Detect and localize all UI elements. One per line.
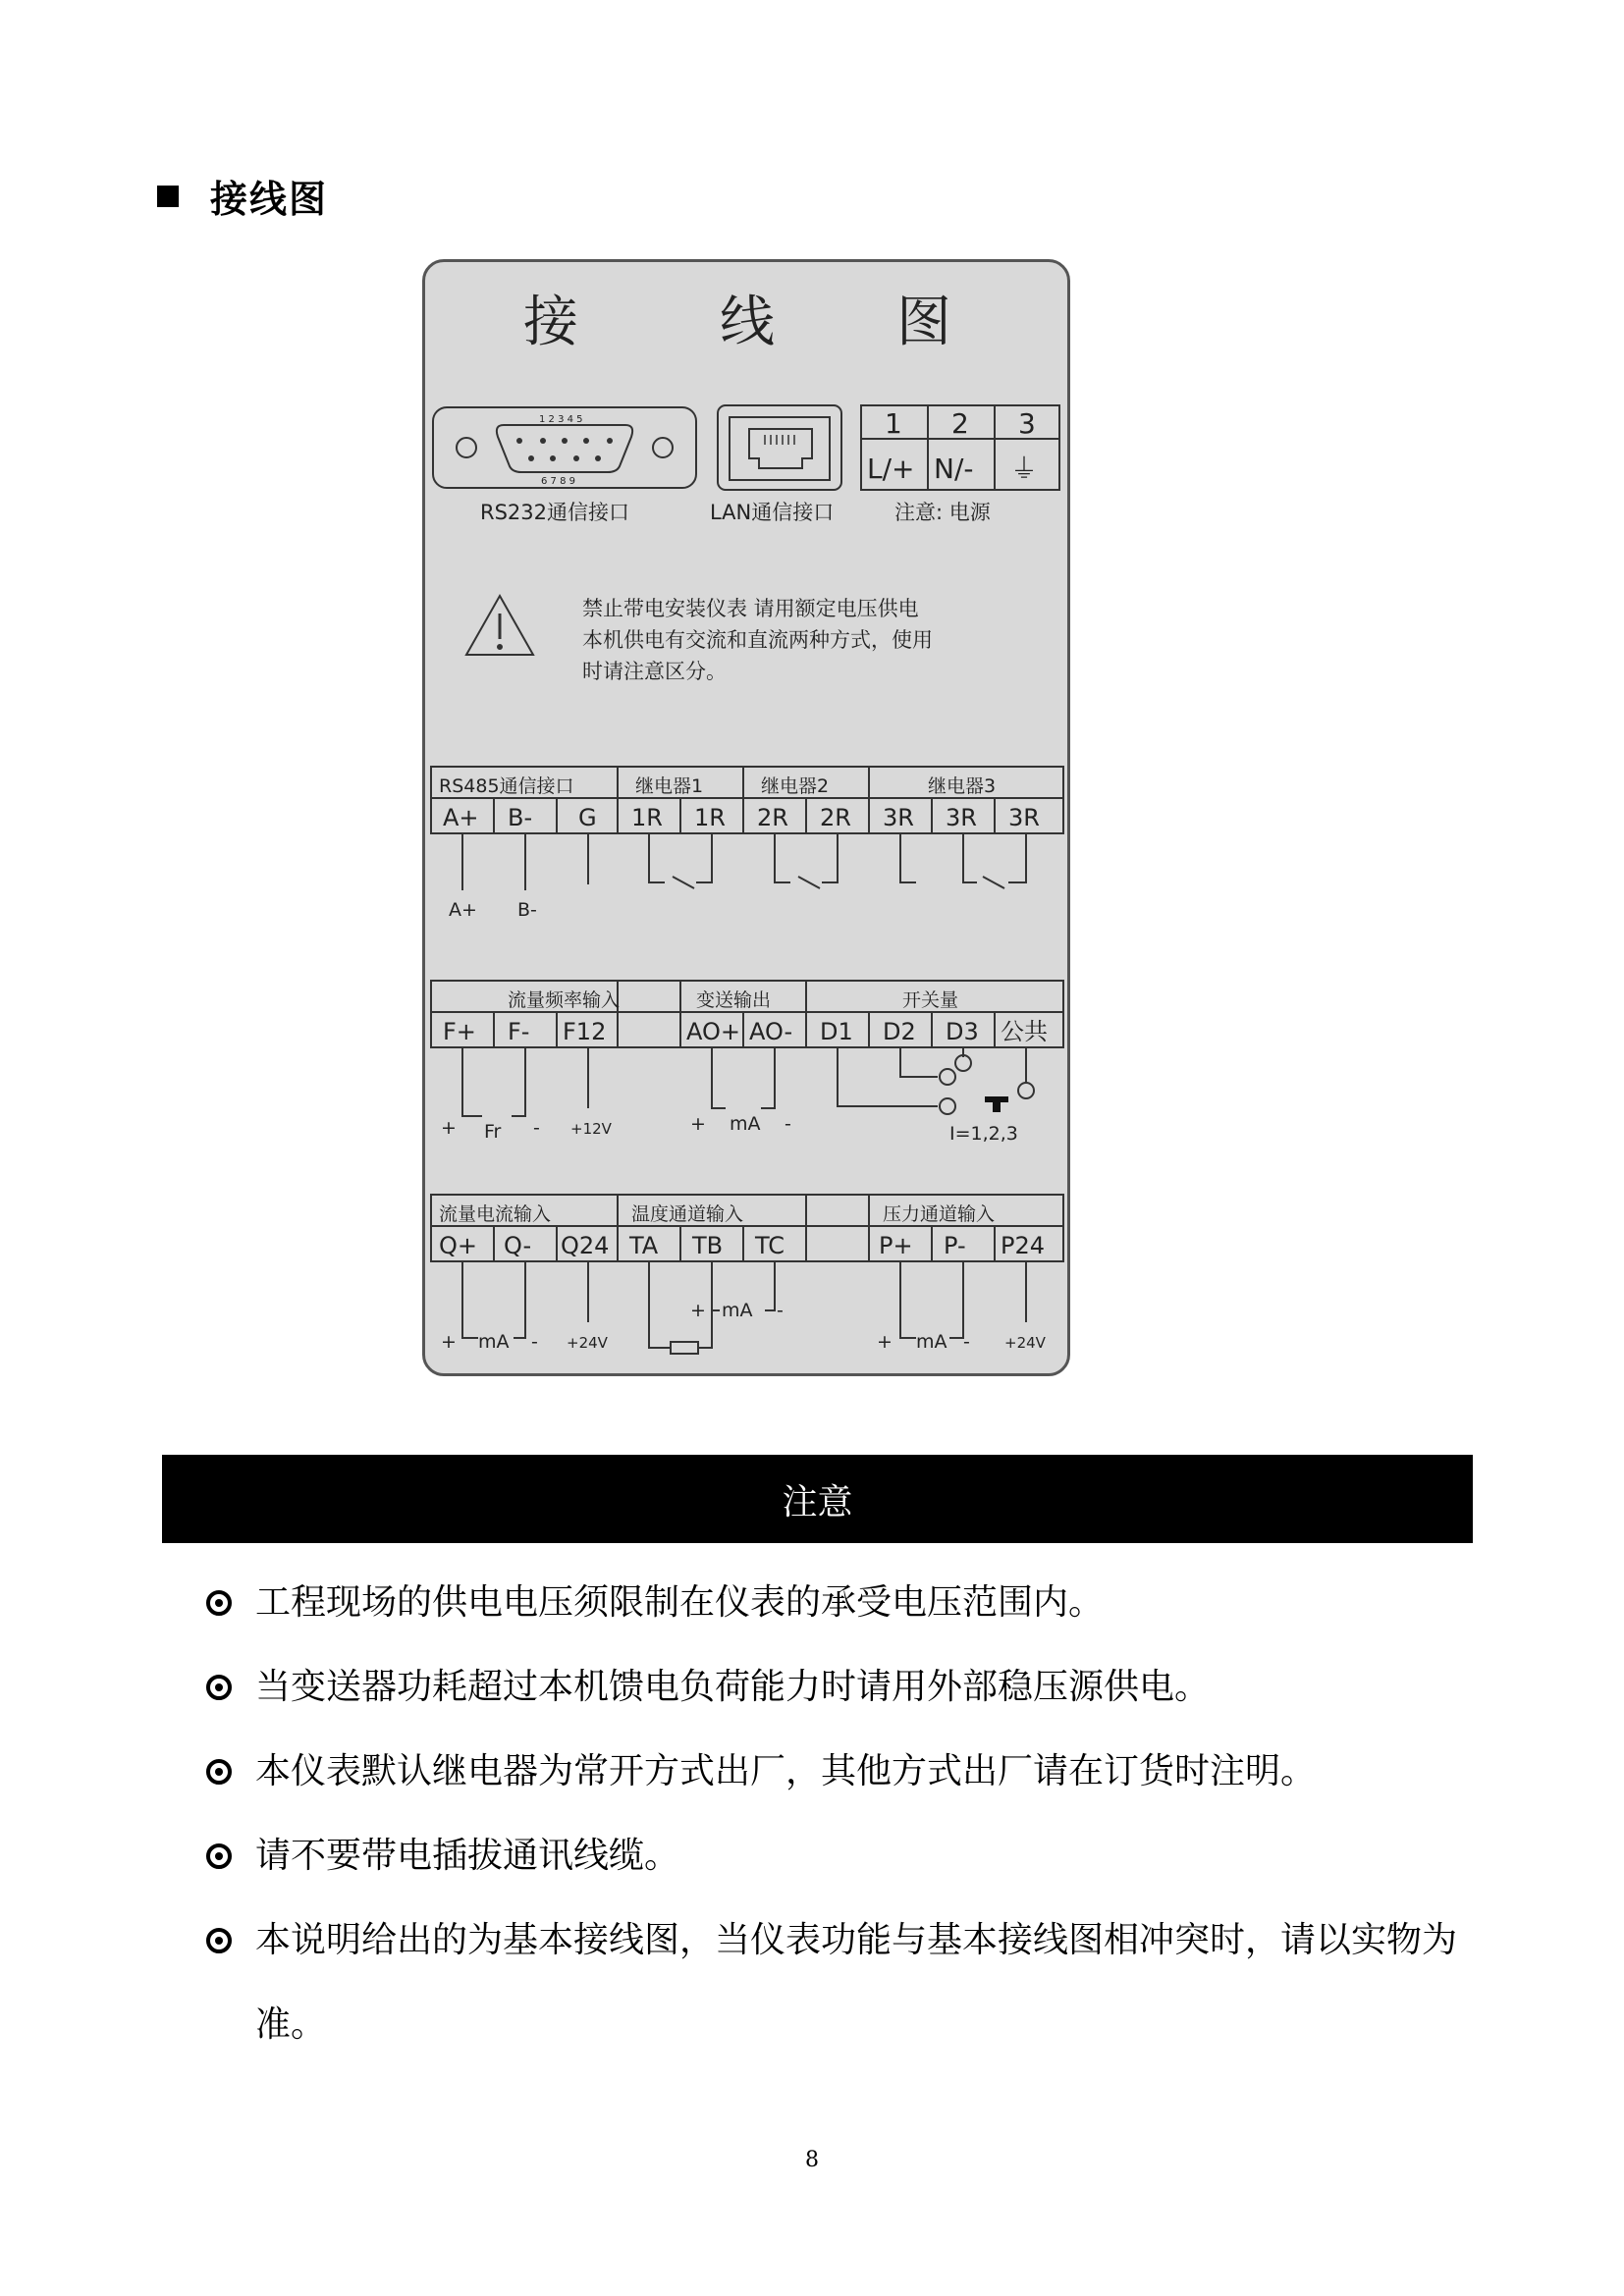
circle-bullet-icon <box>206 1590 232 1616</box>
wiring-diagram <box>425 262 1073 1379</box>
diagram-title-char-3: 图 <box>896 291 951 354</box>
term-3r-a: 3R <box>883 804 914 831</box>
rs232-label: RS232通信接口 <box>480 501 630 524</box>
circle-bullet-icon <box>206 1928 232 1953</box>
note-text: 请不要带电插拔通讯线缆。 <box>255 1836 680 1876</box>
power-term-n: N/- <box>934 453 974 485</box>
wire-label-b-minus: B- <box>517 899 537 921</box>
note-text: 当变送器功耗超过本机馈电负荷能力时请用外部稳压源供电。 <box>255 1667 1211 1707</box>
lan-label: LAN通信接口 <box>710 501 835 524</box>
group-freq-input: 流量频率输入 <box>508 989 621 1011</box>
circle-bullet-icon <box>206 1843 232 1869</box>
wire-label-24v-p: +24V <box>1004 1334 1046 1352</box>
power-term-l: L/+ <box>867 453 915 485</box>
term-p24: P24 <box>1001 1232 1046 1259</box>
list-item <box>206 1561 1483 1645</box>
term-2r-a: 2R <box>757 804 788 831</box>
power-label: 注意: 电源 <box>894 501 991 524</box>
wire-label-plus-t: + <box>690 1300 706 1321</box>
rs232-pin-numbers-bottom: 6 7 8 9 <box>541 476 575 487</box>
term-p-minus: P- <box>944 1232 966 1259</box>
wire-label-fr: Fr <box>484 1121 502 1143</box>
warning-line-3: 时请注意区分。 <box>582 660 727 683</box>
circle-bullet-icon <box>206 1759 232 1785</box>
list-item <box>206 1814 1483 1898</box>
list-item <box>206 1645 1483 1730</box>
rs232-pin-numbers-top: 1 2 3 4 5 <box>539 414 583 425</box>
lan-port-icon <box>718 405 841 490</box>
term-1r-b: 1R <box>694 804 726 831</box>
group-current-input: 流量电流输入 <box>439 1203 552 1225</box>
power-num-1: 1 <box>885 407 902 440</box>
wire-label-minus-p: - <box>963 1331 970 1353</box>
term-d3: D3 <box>946 1018 979 1045</box>
term-d1: D1 <box>820 1018 853 1045</box>
diagram-title-char-2: 线 <box>720 291 775 354</box>
term-ao-plus: AO+ <box>686 1018 740 1045</box>
term-1r-a: 1R <box>631 804 663 831</box>
term-g: G <box>578 804 597 831</box>
group-switch: 开关量 <box>902 989 959 1011</box>
wire-label-plus-ao: + <box>690 1113 706 1135</box>
group-analog-out: 变送输出 <box>696 989 772 1011</box>
term-q-plus: Q+ <box>439 1232 477 1259</box>
wire-label-minus-ao: - <box>785 1113 791 1135</box>
group-relay1: 继电器1 <box>635 775 704 797</box>
wire-label-12v: +12V <box>570 1120 612 1138</box>
wire-label-ma-p: mA <box>916 1331 947 1353</box>
term-tc: TC <box>755 1232 785 1259</box>
term-q24: Q24 <box>561 1232 610 1259</box>
term-a-plus: A+ <box>443 804 479 831</box>
notice-bar: 注意 <box>162 1455 1473 1543</box>
square-bullet-icon <box>157 186 179 207</box>
diagram-title-char-1: 接 <box>523 291 578 354</box>
switch-key-stem <box>993 1102 1001 1112</box>
group-relay2: 继电器2 <box>761 775 830 797</box>
note-text: 本仪表默认继电器为常开方式出厂，其他方式出厂请在订货时注明。 <box>255 1751 1317 1791</box>
term-3r-c: 3R <box>1008 804 1040 831</box>
group-pressure-input: 压力通道输入 <box>883 1203 996 1225</box>
warning-triangle-icon <box>466 596 533 655</box>
wire-label-plus-q: + <box>441 1331 457 1353</box>
wire-label-24v-q: +24V <box>567 1334 608 1352</box>
section-heading <box>157 169 328 223</box>
section-title: 接线图 <box>210 178 329 221</box>
term-3r-b: 3R <box>946 804 977 831</box>
warning-line-1: 禁止带电安装仪表 请用额定电压供电 <box>582 597 919 620</box>
warning-line-2: 本机供电有交流和直流两种方式，使用 <box>582 628 933 652</box>
switch-key-icon <box>985 1096 1008 1102</box>
list-item <box>206 1730 1483 1814</box>
group-rs485: RS485通信接口 <box>439 775 574 797</box>
page-number: 8 <box>805 2148 819 2172</box>
term-p-plus: P+ <box>879 1232 913 1259</box>
term-ta: TA <box>629 1232 659 1259</box>
term-tb: TB <box>692 1232 724 1259</box>
wire-label-a-plus: A+ <box>449 899 477 921</box>
wire-label-minus-q: - <box>531 1331 538 1353</box>
wire-label-plus-fr: + <box>441 1117 457 1139</box>
wire-label-ma-q: mA <box>478 1331 510 1353</box>
note-text: 本说明给出的为基本接线图，当仪表功能与基本接线图相冲突时，请以实物为准。 <box>255 1920 1458 2045</box>
wire-label-ma-t: mA <box>722 1300 753 1321</box>
circle-bullet-icon <box>206 1675 232 1700</box>
term-q-minus: Q- <box>504 1232 532 1259</box>
term-b-minus: B- <box>508 804 533 831</box>
list-item <box>206 1898 1483 2067</box>
switch-index-label: I=1,2,3 <box>949 1123 1018 1145</box>
term-d2: D2 <box>883 1018 916 1045</box>
ground-icon: ⏚ <box>1010 453 1039 485</box>
power-num-3: 3 <box>1018 407 1036 440</box>
block1-terminals <box>443 804 1040 831</box>
term-f12: F12 <box>563 1018 607 1045</box>
term-2r-b: 2R <box>820 804 851 831</box>
term-common: 公共 <box>1001 1018 1048 1045</box>
term-f-plus: F+ <box>443 1018 476 1045</box>
power-num-2: 2 <box>951 407 969 440</box>
wiring-diagram-panel <box>422 259 1070 1376</box>
notes-list <box>206 1561 1483 2067</box>
wire-label-minus-t: - <box>777 1300 784 1321</box>
term-f-minus: F- <box>508 1018 530 1045</box>
wire-label-minus-fr: - <box>533 1117 540 1139</box>
group-relay3: 继电器3 <box>928 775 997 797</box>
block3-terminals <box>439 1232 1045 1259</box>
block2-terminals <box>443 1018 1048 1045</box>
wire-label-plus-p: + <box>877 1331 893 1353</box>
term-ao-minus: AO- <box>749 1018 793 1045</box>
group-temp-input: 温度通道输入 <box>631 1203 744 1225</box>
wire-label-ma-ao: mA <box>730 1113 761 1135</box>
note-text: 工程现场的供电电压须限制在仪表的承受电压范围内。 <box>255 1582 1105 1623</box>
